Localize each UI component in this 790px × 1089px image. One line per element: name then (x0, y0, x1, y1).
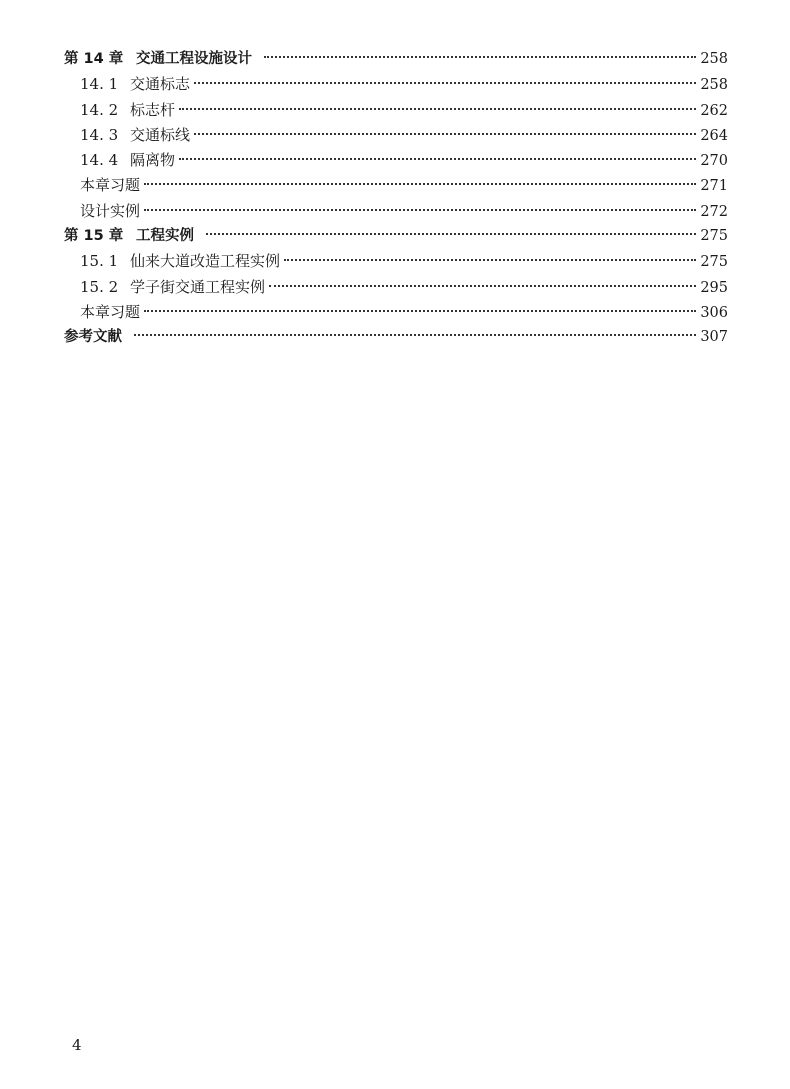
toc-references[interactable] (64, 325, 728, 350)
dot-leader (284, 259, 696, 261)
section-title: 学子街交通工程实例 (130, 277, 266, 296)
toc-section-14-4[interactable] (64, 148, 728, 173)
section-title: 标志杆 (130, 100, 176, 119)
dot-leader (264, 56, 696, 58)
page-ref: 271 (700, 178, 728, 195)
toc-item-exercises-15[interactable] (64, 300, 728, 325)
page-ref: 270 (700, 153, 728, 170)
toc-section-15-1[interactable] (64, 249, 728, 274)
chapter-title: 工程实例 (136, 228, 194, 245)
item-title: 设计实例 (80, 201, 141, 220)
dot-leader (144, 310, 696, 312)
section-number: 15. 2 (80, 277, 119, 296)
section-title: 仙来大道改造工程实例 (130, 252, 281, 271)
section-title: 交通标志 (130, 75, 191, 94)
page-ref: 258 (700, 51, 728, 67)
section-number: 14. 4 (80, 151, 119, 170)
chapter-number: 第 14 章 (64, 51, 124, 67)
toc-item-exercises-14[interactable] (64, 173, 728, 198)
page-ref: 307 (700, 329, 728, 346)
section-number: 14. 2 (80, 100, 119, 119)
page-ref: 258 (700, 77, 728, 94)
section-title: 隔离物 (130, 151, 176, 170)
toc-section-15-2[interactable] (64, 275, 728, 300)
dot-leader (194, 133, 696, 135)
section-number: 14. 1 (80, 75, 119, 94)
toc-section-14-2[interactable] (64, 98, 728, 123)
page-ref: 306 (700, 304, 728, 321)
page-ref: 272 (700, 203, 728, 220)
chapter-number: 第 15 章 (64, 228, 124, 245)
toc-section-14-3[interactable] (64, 123, 728, 148)
dot-leader (144, 209, 696, 211)
chapter-title: 交通工程设施设计 (136, 51, 252, 67)
page-ref: 295 (700, 279, 728, 296)
dot-leader (144, 183, 696, 185)
section-number: 14. 3 (80, 125, 119, 144)
section-number: 15. 1 (80, 252, 119, 271)
page-number: 4 (72, 1036, 82, 1054)
item-title: 本章习题 (80, 302, 141, 321)
dot-leader (269, 285, 696, 287)
dot-leader (206, 233, 696, 235)
item-title: 本章习题 (80, 176, 141, 195)
page-ref: 275 (700, 254, 728, 271)
dot-leader (179, 158, 696, 160)
page-ref: 262 (700, 102, 728, 119)
toc-chapter-15[interactable] (64, 224, 728, 249)
toc-section-14-1[interactable] (64, 72, 728, 97)
references-title: 参考文献 (64, 329, 122, 346)
dot-leader (194, 82, 696, 84)
page-ref: 275 (700, 228, 728, 245)
table-of-contents (64, 47, 728, 351)
page-ref: 264 (700, 127, 728, 144)
toc-item-design-example[interactable] (64, 199, 728, 224)
toc-chapter-14[interactable] (64, 47, 728, 72)
dot-leader (134, 334, 696, 336)
dot-leader (179, 108, 696, 110)
section-title: 交通标线 (130, 125, 191, 144)
